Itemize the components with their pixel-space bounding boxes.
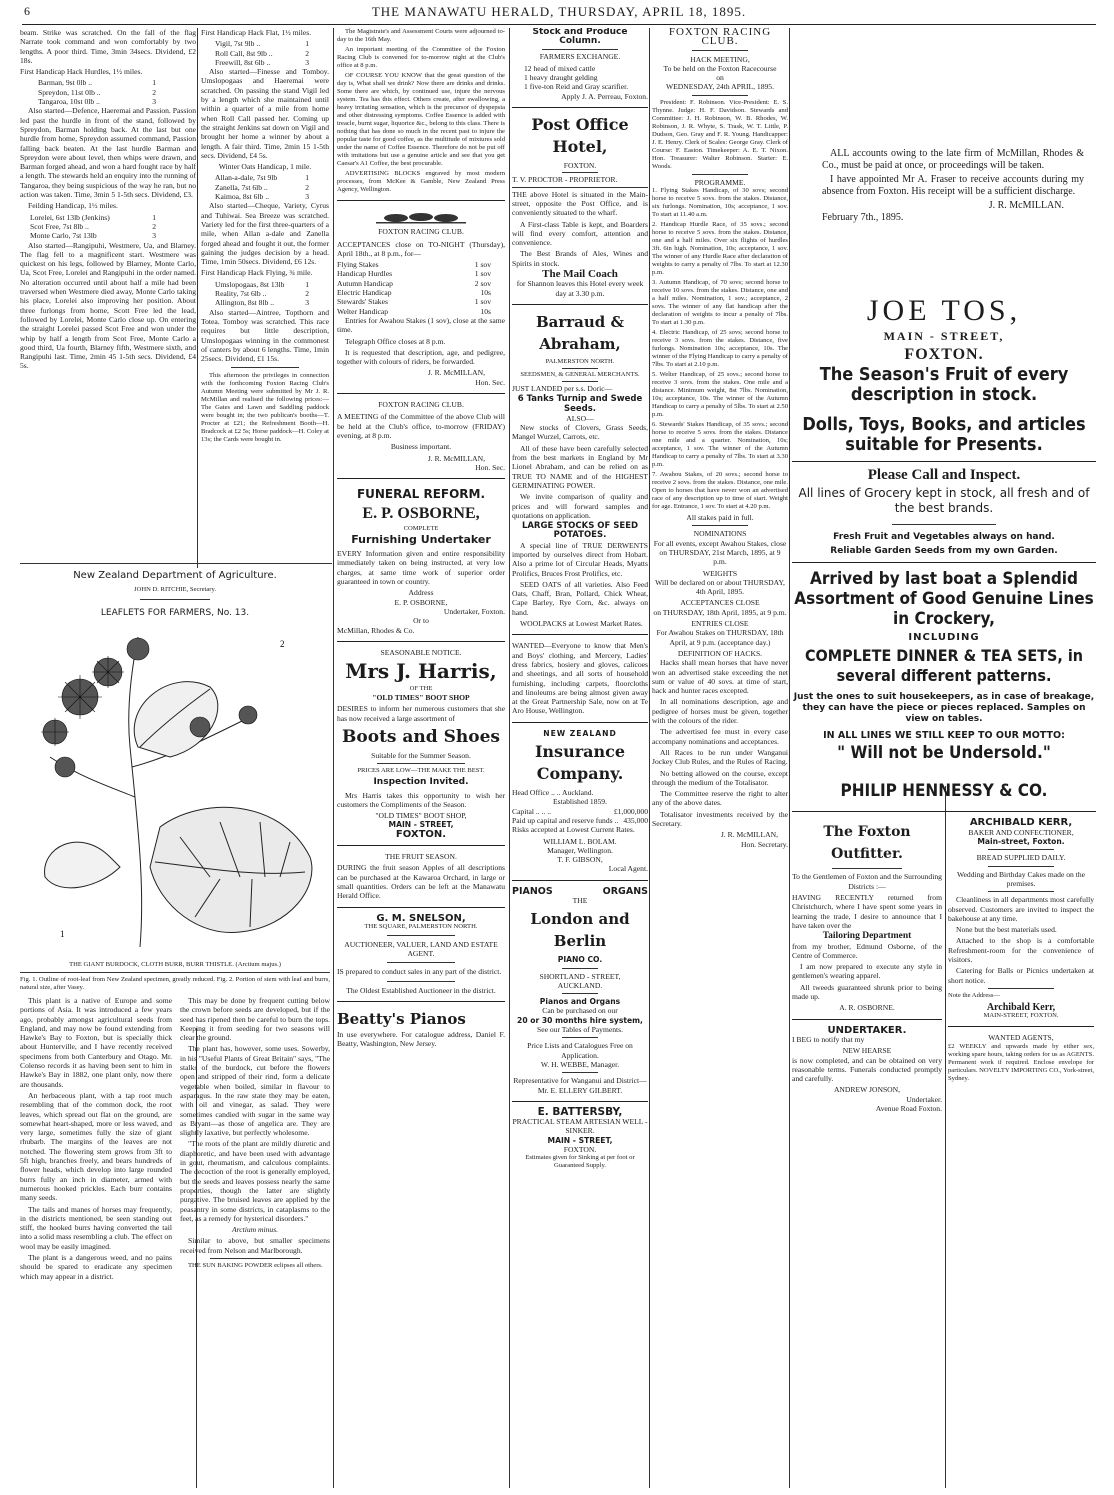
acceptance-item: Welter Handicap 10s	[337, 306, 491, 316]
osborne-signature: A. R. OSBORNE.	[839, 1003, 895, 1013]
apply-note: Apply J. A. Perreau, Foxton.	[561, 91, 648, 101]
leaflet-title: LEAFLETS FOR FARMERS, No. 13.	[100, 608, 250, 618]
flying-title: First Handicap Hack Flying, ¾ mile.	[201, 268, 313, 278]
race-entry: Freewill, 8st 6lb .. 3	[215, 57, 309, 67]
programme-list	[652, 187, 788, 511]
bread-daily: BREAD SUPPLIED DAILY.	[976, 853, 1066, 863]
insurance-company: Insurance Company.	[534, 742, 626, 784]
old-times-shop: "OLD TIMES" BOOT SHOP	[372, 693, 470, 703]
hurdles-entries	[20, 78, 196, 106]
telegraph-note: Telegraph Office closes at 8 p.m.	[345, 336, 446, 346]
meeting-notice: A MEETING of the Committee of the above Club will be held at the Club's office, to-morrow (FRIDAY) evening, at 8 p.m.	[337, 412, 505, 440]
hotel-town: FOXTON.	[563, 161, 597, 171]
harris-name: Mrs J. Harris,	[345, 659, 497, 684]
appointed-body: I have appointed Mr A. Fraser to receive accounts during my absence from Foxton. His receipt will be a sufficient discharge.	[822, 174, 1084, 197]
london-berlin: London and Berlin	[530, 910, 630, 951]
bottom-ads	[792, 818, 1096, 1113]
signature: J. R. McMILLAN,	[720, 830, 778, 840]
sales-note: IS prepared to conduct sales in any part of the district.	[337, 967, 502, 977]
barraud-address: PALMERSTON NORTH.	[545, 357, 615, 365]
the-label: THE	[572, 896, 588, 905]
catering-note: Catering for Balls or Picnics undertaken at short notice.	[948, 966, 1094, 985]
artesian-well: PRACTICAL STEAM ARTESIAN WELL - SINKER.	[512, 1117, 648, 1136]
woolpacks: WOOLPACKS at Lowest Market Rates.	[520, 619, 643, 629]
mail-body: for Shannon leaves this Hotel every week day at 3.30 p.m.	[516, 279, 644, 298]
post-office-hotel: Post Office Hotel,	[531, 115, 629, 157]
hotel-proprietor: T. V. PROCTOR - PROPRIETOR.	[512, 175, 618, 185]
burdock-paragraph: This plant is a native of Europe and some portions of Asia. It was introduced a few years ago, probably amongst agricultural seeds from England, and may now be found extending from Hawke's Bay to Foxton, but is specially thick about Hunterville, and I have recently received specimens from both Canterbury and Otago. Mr. Colenso records it as having been sent to him in Hawke's Bay in 1882, one plant only, now there are thousands.	[20, 996, 172, 1089]
hack-meeting: HACK MEETING,	[690, 54, 750, 64]
weekly-note: £2 WEEKLY and upwards made by either sex, working spare hours, taking orders for us as AGENTS. Permanent work if required. Enclose envelope for particulars. NOVELTY IMPORTING CO., York-street, Sydney.	[948, 1042, 1094, 1082]
osborne-name: E. P. OSBORNE,	[362, 505, 480, 523]
nz-label: NEW ZEALAND	[543, 728, 617, 738]
flying-entries	[201, 280, 329, 308]
signature-title: Hon. Secretary.	[741, 839, 788, 849]
harris-thanks: Mrs Harris takes this opportunity to wish her customers the Compliments of the Season.	[337, 790, 505, 809]
acceptances-heading: ACCEPTANCES CLOSE	[680, 598, 760, 608]
burdock-text	[20, 996, 330, 1283]
auckland: AUCKLAND.	[557, 980, 603, 990]
section-rule	[20, 563, 332, 564]
beatty-ad	[337, 1008, 505, 1030]
race-results-left	[20, 28, 196, 558]
battersby-street: MAIN - STREET,	[547, 1135, 613, 1145]
meeting-date: WEDNESDAY, 24th APRIL, 1895.	[665, 82, 774, 92]
burdock-paragraph: The plant has, however, some uses. Sowerby, in his "Useful Plants of Great Britain" says, "The stalks of the burdock, cut before the flowers open and stripped of their rind, form a delicate vegetable when boiled, similar in flavour to asparagus. In the raw state they may be eaten, with oil and vinegar, as salad. They were sometimes candied with sugar in the same way as Bryant—as those of angelica are. They are slightly laxative, but perfectly wholesome.	[180, 1044, 330, 1138]
notify-note: I BEG to notify that my	[792, 1034, 865, 1044]
please-call: Please Call and Inspect.	[867, 467, 1021, 484]
news-paragraph: An important meeting of the Committee of the Foxton Racing Club is convened for to-morrow night at the Club's office at 8 p.m.	[337, 46, 505, 69]
seasons-fruit: The Season's Fruit of every description in stock.	[819, 364, 1069, 406]
masthead	[22, 4, 1096, 25]
programme-item: 2. Handicap Hurdle Race, of 35 sovs.; second horse to receive 5 sovs. from the stakes. Distance, one and a half miles. Over six flights of hurdles 3ft. 6in high. Nomination, 10s; acceptance, 1 sov. The winner of any Hurdle Race after declaration of weights to carry a penalty of 7lbs. To start at 12.30 p.m.	[652, 221, 788, 277]
column-3	[337, 28, 505, 1488]
acceptances-notice: ACCEPTANCES close on TO-NIGHT (Thursday), April 18th., at 8 p.m., for—	[337, 239, 505, 258]
farmers-exchange: FARMERS EXCHANGE.	[539, 51, 621, 61]
coffee-paragraph: OF COURSE YOU KNOW that the great question of the day is, What shall we drink? Now there are drinks and drinks. Some there are which, by continued use, injure the nervous system. Tea has this effect. Others create, after swallowing, a heavy irritating sensation, which is the precursor of dyspepsia and other distressing symptoms. Coffee Essence is added with treacle, burnt sugar, liquorice &c., belong to this class. There is nothing that has done so much in the recent past to injure the popular taste for good coffee, as the multitude of mixtures sold under the name of Coffee Essence. Therefore do not be put off with imitations but use a genuine article and see that you get Caesar's A1 Coffee, the best procurable.	[337, 72, 505, 167]
seedsmen-label: SEEDSMEN, & GENERAL MERCHANTS.	[520, 370, 640, 378]
address-label: Address	[408, 588, 434, 598]
column-rule	[509, 28, 510, 1488]
seeds-body: All of these have been carefully selected from the best markets in England by Mr Lionel Abraham, and can be relied on as TRUE TO NAME and of the HIGHEST GERMINATING POWER.	[512, 443, 648, 490]
officers-list: President: F. Robinson. Vice-President: E. S. Thynne. Judge: H. F. Davidson. Stewards and Committee: J. H. Robinson, W. B. Rhodes, W. Robinson, J. R. Whyte, S. Trask, W. T. Little, P. Dudson, Geo. Gray and F. R. Young. Handicapper: J. E. Henry. Clerk of Scales: George Gray. Clerk of Course: F. Easton. Timekeeper: A. E. T. Nixon. Hon. Treasurer: Walter Robinson. Starter: E. Woods.	[652, 98, 788, 170]
having-returned: HAVING RECENTLY returned from Christchurch, where I have spent some years in learning the trade, I desire to announce that I have taken over the	[792, 893, 942, 930]
piano-co: PIANO CO.	[557, 955, 603, 965]
gilbert-name: Mr. E. ELLERY GILBERT.	[537, 1085, 623, 1095]
furnishing-undertaker: Furnishing Undertaker	[351, 533, 491, 547]
racing-vignette	[337, 207, 505, 227]
fresh-fruit: Fresh Fruit and Vegetables always on hand.	[833, 532, 1055, 543]
harris-body: DESIRES to inform her numerous customers that she has now received a large assortment of	[337, 704, 505, 723]
refreshment-note: Attached to the shop is a comfortable Refreshment-room for the convenience of visitors.	[948, 936, 1094, 965]
column-6	[792, 28, 1096, 1488]
outfitter-column	[792, 818, 942, 1113]
tailoring-dept: Tailoring Department	[822, 931, 912, 942]
crockery-arrived: Arrived by last boat a Splendid Assortment of Good Genuine Lines in Crockery,	[794, 568, 1094, 629]
stock-item: 1 heavy draught gelding	[524, 73, 598, 83]
joe-tos-town: FOXTON.	[904, 346, 984, 364]
column-rule	[197, 28, 198, 568]
race-intro: beam. Strike was scratched. On the fall of the flag Narrate took command and won comfortably by two lengths. A poor third. Time, 3min 34secs. Dividend, £2 18s.	[20, 28, 196, 65]
gentlemen-note: To the Gentlemen of Foxton and the Surrounding Districts :—	[792, 872, 942, 891]
gibson-title: Local Agent.	[608, 864, 648, 874]
grocery-lines: All lines of Grocery kept in stock, all fresh and of the best brands.	[798, 486, 1090, 516]
rules-paragraph: No betting allowed on the course, except through the medium of the Totalisator.	[652, 768, 788, 787]
flying-report: Also started—Aintree, Topthorn and Totea. Tomboy was scratched. This race requires but little description, Umslopogaas winning in the commonest of canters by about 6 lengths. Time, 1min 25secs. Dividend, £1 15s.	[201, 307, 329, 364]
shop-street: MAIN - STREET,	[388, 820, 454, 830]
special-line: A special line of TRUE DERWENTS imported by ourselves direct from Hobart. Also a prime lot of Circular Heads, Myatts Prolifics, Bruces Frost Prolifics, etc.	[512, 540, 648, 578]
hotel-body: A First-class Table is kept, and Boarders will find every comfort, attention and convenience.	[512, 219, 648, 248]
column-rule	[333, 28, 334, 1488]
stock-title: Stock and Produce Column.	[532, 28, 628, 47]
materials-note: None but the best materials used.	[956, 925, 1057, 935]
garden-seeds: Reliable Garden Seeds from my own Garden.	[830, 545, 1058, 556]
dept-title: New Zealand Department of Agriculture.	[73, 570, 277, 581]
hearse-body: is now completed, and can be obtained on very reasonable terms. Funerals conducted promptly and carefully.	[792, 1055, 942, 1084]
fruit-title: THE FRUIT SEASON.	[385, 852, 457, 862]
programme-item: 5. Welter Handicap, of 25 sovs.; second horse to receive 3 sovs. from the stakes. One mile and a distance. Minimum weight, 8st 7lbs. Nomination, 10s; acceptance, 10s. The winner of the Autumn Handicap to carry a penalty of 5lbs. To start at 2.50 p.m.	[652, 371, 788, 419]
auctioneer-title: AUCTIONEER, VALUER, LAND AND ESTATE AGENT.	[344, 939, 498, 959]
including-label: INCLUDING	[908, 631, 980, 643]
joe-tos-ad	[792, 294, 1096, 801]
definition-body: Hacks shall mean horses that have never won an advertised stake exceeding the net sum or value of 40 sovs. at time of start, hack and hunter races excepted.	[652, 658, 788, 696]
nominations-heading: NOMINATIONS	[693, 529, 747, 539]
racehorses-icon	[371, 207, 471, 225]
funeral-body: EVERY Information given and entire responsibility immediately taken on being instructed, at very low charges, at same time work of superior order guaranteed in town or country.	[337, 549, 505, 587]
awahou-note: Entries for Awahou Stakes (1 sov), close at the same time.	[337, 315, 505, 335]
seeds-body: New stocks of Clovers, Grass Seeds, Mangel Wurzel, Carrots, etc.	[512, 423, 648, 442]
tables-note: See our Tables of Payments.	[536, 1025, 623, 1035]
accounts-body: ALL accounts owing to the late firm of McMillan, Rhodes & Co., must be paid at once, or proceedings will be taken.	[822, 148, 1084, 171]
jonson-address: Avenue Road Foxton.	[875, 1104, 942, 1114]
notice-date: February 7th., 1895.	[822, 212, 904, 223]
burdock-illustration	[20, 627, 330, 957]
race-entry: Scot Free, 7st 8lb .. 2	[30, 221, 156, 231]
programme-item: 6. Stewards' Stakes Handicap, of 35 sovs.; second horse to receive 5 sovs. from the stakes. Distance one mile and a quarter. Nomination, 10s; acceptance, 1 sov. The winner of the Autumn Handicap to carry a penalty of 7lbs. To start at 3.30 p.m.	[652, 421, 788, 469]
weights-heading: WEIGHTS	[702, 568, 738, 578]
purchased-note: Can be purchased on our	[542, 1006, 618, 1016]
nominations-body: For all events, except Awahou Stakes, close on THURSDAY, 21st March, 1895, at 9 p.m.	[653, 538, 787, 567]
signature: J. R. McMILLAN.	[988, 200, 1064, 211]
address-line: E. P. OSBORNE,	[394, 597, 448, 607]
burdock-engraving	[20, 627, 330, 957]
housekeepers-note: Just the ones to suit housekeepers, as in case of breakage, they can have the piece or pieces replaced. Samples on view on tables.	[793, 692, 1095, 725]
stock-list	[512, 64, 648, 92]
acceptances-date: on THURSDAY, 18th April, 1895, at 9 p.m.	[653, 607, 787, 617]
news-paragraph: The Magistrate's and Assessment Courts were adjourned to-day to the 16th May.	[337, 28, 505, 43]
bolam-name: WILLIAM L. BOLAM.	[543, 836, 617, 846]
complete-label: COMPLETE	[403, 525, 439, 533]
held-at: To be held on the Foxton Racecourse	[663, 63, 777, 73]
representative: Representative for Wanganui and District—	[513, 1076, 647, 1086]
prices-note: PRICES ARE LOW—THE MAKE THE BEST.	[357, 767, 485, 775]
also-label: ALSO—	[566, 413, 594, 423]
sun-baking-ad: THE SUN BAKING POWDER eclipses all others.	[188, 1262, 323, 1270]
address-line: Or to	[413, 616, 429, 626]
jonson-title: Undertaker.	[906, 1094, 942, 1104]
rules-paragraph: The advertised fee must in every case accompany nominations and acceptances.	[652, 727, 788, 746]
hennessy-name: PHILIP HENNESSY & CO.	[840, 781, 1048, 802]
jonson-name: ANDREW JONSON,	[833, 1085, 901, 1095]
burdock-paragraph: "The roots of the plant are mildly diuretic and diaphoretic, and have been used with advantage in gout, rheumatism, and calculous complaints. The decoction of the root is generally employed, but the seeds and leaves possess nearly the same properties, though the latter are slightly purgative. The bruised leaves are applied by the peasantry in some districts, in cataplasms to the feet, as a remedy for hysterical disorders."	[180, 1139, 330, 1223]
dinner-sets: COMPLETE DINNER & TEA SETS, in several different patterns.	[804, 646, 1084, 686]
wanted-notice: WANTED—Everyone to know that Men's and Boys' clothing, and Mercery, Ladies' dress fabrics, hosiery and gloves, calicoes and sheetings, and all sorts of household furnishing, including carpets, floorcloths and linoleums are being almost given away at the Great Partnership Sale, now on at Te Aro House, Wellington.	[512, 641, 648, 716]
paid-row: Paid up capital and reserve funds .. 435,000	[512, 815, 648, 825]
stock-item: 1 five-ton Reid and Gray scarifier.	[524, 82, 629, 92]
arctium-minus-heading: Arctium minus.	[231, 1225, 279, 1235]
on-label: on	[716, 73, 724, 83]
tweeds-note: All tweeds guaranteed shrunk prior to being made up.	[792, 982, 942, 1002]
webbe-manager: W. H. WEBBE, Manager.	[540, 1059, 620, 1069]
acceptance-item: Autumn Handicap 2 sov	[337, 278, 491, 288]
figure-note: Fig. 1. Outline of root-leaf from New Zealand specimen, greatly reduced. Fig. 2. Portion of stem with leaf and burrs, natural size, after Vasey.	[20, 976, 330, 991]
race-entry: Vigil, 7st 9lb .. 1	[215, 39, 309, 49]
fielding-report: Also started—Rangipuhi, Westmere, Ua, and Blarney. The flag fell to a magnificent start. Westmere was quickest on his legs, followed by Blarney, Monte Carlo, Ua, Scot Free, Lorelei and Rangipuhi in the order named. No alteration occurred until about half a mile had been traversed when Westmere died away, Monte Carlo taking his place, Lorelei also improving her position. About three furlongs from home, Scott Free led the lead, followed by Lorelei, Monte Carlo close up. On entering the straight Lorelei passed Scot Free and won under the whip by half a length from Scot Free, Monte Carlo a good third, Ua fourth, Blarney fifth, Westmere sixth, and Rangipuhi last. Time, 2min 45 1-5th secs. Dividend, £4 5s.	[20, 240, 196, 371]
mail-coach: The Mail Coach	[542, 268, 618, 281]
racing-club-title: FOXTON RACING CLUB.	[378, 227, 464, 237]
hotel-body: THE above Hotel is situated in the Main-street, opposite the Post Office, and is conveniently situated to the wharf.	[512, 189, 648, 218]
burdock-paragraph: The tails and manes of horses may frequently, in the districts mentioned, be seen standing out stiff, the hooked burrs having converted the tail into a solid mass resembling a club. The effect on wool may be easily imagined.	[20, 1204, 172, 1251]
masthead-title: THE MANAWATU HERALD, THURSDAY, APRIL 18, 1895.	[371, 4, 747, 19]
acceptances-list	[337, 260, 505, 316]
dolls-toys: Dolls, Toys, Books, and articles suitable for Presents.	[802, 414, 1086, 456]
race-entry: Roll Call, 8st 9lb .. 2	[215, 48, 309, 58]
fielding-entries	[20, 213, 196, 241]
seed-oats: SEED OATS of all varieties. Also Feed Oats, Chaff, Bran, Pollard, Chick Wheat, Cape Barley, Rye Corn, &c. always on hand.	[512, 579, 648, 617]
dept-secretary: JOHN D. RITCHIE, Secretary.	[134, 586, 216, 593]
address-line: Undertaker, Foxton.	[443, 606, 505, 616]
race-entry: Allan-a-dale, 7st 9lb 1	[215, 173, 309, 183]
burdock-paragraph: The plant is a dangerous weed, and no pains should be spared to eradicate any specimen which may appear in a district.	[20, 1253, 172, 1281]
figure-number-1: 1	[60, 929, 65, 939]
race-entry: Kaimoa, 8st 6lb .. 3	[215, 192, 309, 202]
rules-paragraph: Totalisator investments received by the Secretary.	[652, 809, 788, 828]
inspection-invited: Inspection Invited.	[373, 777, 469, 788]
column-rule	[649, 28, 650, 1488]
flat-entries	[201, 39, 329, 67]
joe-tos-title: JOE TOS,	[866, 294, 1022, 327]
winter-report: Also started—Cheque, Variety, Cyrus and Tuhiwai. Sea Breeze was scratched. Variety led for the first three-quarters of a mile, when Allan a-dale and Zanella forged ahead and fought it out, the former gaining the judges decision by a head. Time, 1min 50secs. Dividend, £6 12s.	[201, 201, 329, 267]
race-entry: Spreydon, 11st 0lb .. 2	[38, 87, 156, 97]
winter-title: Winter Oats Handicap, 1 mile.	[218, 162, 312, 172]
rules-paragraph: The Committee reserve the right to alter any of the above dates.	[652, 789, 788, 808]
rules-paragraph: All Races to be run under Wanganui Jockey Club Rules, and the Rules of Racing.	[652, 747, 788, 767]
racing-club-title: FOXTON RACING CLUB.	[378, 400, 464, 410]
battersby-name: E. BATTERSBY,	[537, 1105, 623, 1118]
acceptance-item: Handicap Hurdles 1 sov	[337, 269, 491, 279]
race-entry: Lorelei, 6st 13lb (Jenkins) 1	[30, 212, 156, 222]
shop-town: FOXTON.	[395, 828, 447, 840]
funeral-title: FUNERAL REFORM.	[356, 487, 486, 502]
burdock-paragraph: Similar to above, but smaller specimens received from Nelson and Marlborough.	[180, 1236, 330, 1255]
estimates-note: Estimates given for Sinking at per foot or Guaranteed Supply.	[525, 1154, 635, 1170]
oldest-note: The Oldest Established Auctioneer in the district.	[346, 985, 496, 995]
programme-item: 7. Awahou Stakes, of 20 sovs.; second horse to receive 2 sovs. from the stakes. Distance, one mile. Open to horses that have never won an advertised race of any description up to time of start. Weight for age. Entrance, 1 sov. To start at 4.20 p.m.	[652, 471, 788, 511]
landed-note: JUST LANDED per s.s. Doric—	[512, 383, 613, 393]
programme-item: 4. Electric Handicap, of 25 sovs; second horse to receive 3 sovs. from the stakes. Distance, five furlongs. Nomination 10s; acceptance, 10s. The winner of the Flying Handicap to carry a penalty of 7lbs. To start at 2.10 p.m.	[652, 329, 788, 369]
flat-report: Also started—Finesse and Tomboy. Umslopogaas and Haeremai were scratched. On passing the stand Vigil led by a length which she maintained until within a quarter of a mile from home when Roll Call passed her. Coming up the straight Jenkins sat down on Vigil and brought her home a winner by about a length. A fair third. Time, 2min 15 1-5th secs. Dividend, £4 5s.	[201, 67, 329, 160]
kerr-street: Main-street, Foxton.	[977, 837, 1065, 847]
race-entry: Barman, 9st 0lb .. 1	[38, 78, 156, 88]
kerr-name-2: Archibald Kerr,	[986, 1001, 1056, 1013]
beatty-body: In use everywhere. For catalogue address, Daniel F. Beatty, Washington, New Jersey.	[337, 1030, 505, 1049]
signature: J. R. McMILLAN,	[427, 453, 485, 463]
race-entry: Reality, 7st 6lb .. 2	[215, 289, 309, 299]
address-line: McMillan, Rhodes & Co.	[337, 625, 415, 635]
kerr-address: MAIN-STREET, FOXTON.	[983, 1012, 1059, 1020]
baker-label: BAKER AND CONFECTIONER,	[968, 827, 1074, 837]
entries-heading: ENTRIES CLOSE	[691, 619, 749, 629]
accounts-notice	[792, 28, 1096, 224]
head-office: Head Office .. .. Auckland.	[512, 788, 594, 798]
blocks-paragraph: ADVERTISING BLOCKS engraved by most modern processes, from McKee & Gamble, New Zealand Press Agency, Wellington.	[337, 170, 505, 193]
figure-caption: THE GIANT BURDOCK, CLOTH BURR, BURR THISTLE. (Arctium majus.)	[69, 961, 281, 968]
tanks-heading: 6 Tanks Turnip and Swede Seeds.	[517, 394, 643, 414]
programme-item: 1. Flying Stakes Handicap, of 30 sovs; second horse to receive 5 sovs. from the stakes. Distance, six furlongs. Nomination, 10s; acceptance, 1 sov. To start at 11.40 a.m.	[652, 187, 788, 219]
figure-number-2: 2	[280, 639, 285, 649]
fielding-title: Feilding Handicap, 1½ miles.	[28, 201, 118, 211]
bolam-title: Manager, Wellington.	[547, 845, 613, 855]
price-lists: Price Lists and Catalogues Free on Application.	[527, 1041, 633, 1060]
race-entry: Zanella, 7st 6lb .. 2	[215, 182, 309, 192]
acceptance-item: Stewards' Stakes 1 sov	[337, 297, 491, 307]
cakes-note: Wedding and Birthday Cakes made on the premises.	[956, 869, 1086, 888]
hire-terms: 20 or 30 months hire system,	[517, 1015, 643, 1025]
foxton-racing-club: FOXTON RACING CLUB.	[668, 28, 772, 48]
kerr-column	[948, 818, 1094, 1113]
boots-and-shoes: Boots and Shoes	[342, 726, 500, 747]
invite-note: We invite comparison of quality and prices and will forward samples and quotations on application.	[512, 492, 648, 520]
wanted-agents: WANTED AGENTS,	[988, 1033, 1054, 1043]
signature: J. R. McMILLAN,	[427, 368, 485, 378]
agriculture-leaflet	[20, 568, 330, 1486]
established: Established 1859.	[553, 797, 607, 807]
race-entry: Allington, 8st 8lb .. 3	[215, 298, 309, 308]
acceptance-item: Flying Stakes 1 sov	[337, 260, 491, 270]
joe-tos-street: MAIN - STREET,	[883, 329, 1005, 343]
stock-item: 12 head of mixed cattle	[524, 63, 596, 73]
stakes-note: All stakes paid in full.	[686, 513, 754, 523]
seasonable-notice: SEASONABLE NOTICE.	[380, 647, 462, 657]
shop-address: "OLD TIMES" BOOT SHOP,	[375, 811, 467, 821]
race-entry: Tangaroa, 10st 0lb .. 3	[38, 97, 156, 107]
rules-paragraph: In all nominations description, age and pedigree of horses must be given, together with the colours of the rider.	[652, 697, 788, 726]
race-entry: Umslopogaas, 8st 13lb 1	[215, 279, 309, 289]
new-hearse: NEW HEARSE	[842, 1046, 892, 1056]
column-5	[652, 28, 788, 1488]
entries-body: For Awahou Stakes on THURSDAY, 18th April, at 9 p.m. (acceptance day.)	[656, 628, 784, 647]
snelson-address: THE SQUARE, PALMERSTON NORTH.	[364, 922, 478, 930]
signature-title: Hon. Sec.	[475, 462, 505, 472]
shortland-street: SHORTLAND - STREET,	[539, 971, 621, 981]
hurdles-title: First Handicap Hack Hurdles, 1½ miles.	[20, 67, 143, 77]
hotel-body: The Best Brands of Ales, Wines and Spirits in stock.	[512, 249, 648, 268]
burdock-paragraph: An herbaceous plant, with a tap root much resembling that of the common dock, the root leaves, which spread out flat on the ground, are somewhat heart-shaped, more or less waved, and very large, sometimes fully the size of giant rhubarb. The margins of the leaves are not notched. The flowering stem grows from 3ft to 5ft high, branches freely, and bears hundreds of flower heads, which develop into large rounded burrs fully an inch in diameter, armed with numerous hooked prickles. Each burr contains many seeds.	[20, 1090, 172, 1203]
column-4	[512, 28, 648, 1488]
clean-note: Cleanliness in all departments most carefully observed. Customers are invited to inspect the bakehouse at any time.	[948, 895, 1094, 923]
programme-heading: PROGRAMME.	[694, 177, 746, 187]
of-the-label: OF THE	[409, 685, 433, 693]
battersby-town: FOXTON.	[563, 1145, 597, 1155]
snelson-name: G. M. SNELSON,	[376, 912, 466, 924]
large-stocks: LARGE STOCKS OF SEED POTATOES.	[521, 521, 639, 541]
definition-heading: DEFINITION OF HACKS.	[677, 648, 763, 658]
gibson-name: T. F. GIBSON,	[557, 855, 603, 865]
race-entry: Monte Carlo, 7st 13lb 3	[30, 231, 156, 241]
note-address: Note the Address—	[948, 991, 1001, 999]
burdock-paragraph: This may be done by frequent cutting below the crown before seeds are developed, but if the seed has ripened then be careful to burn the tops. Keeping it from seeding for two seasons will clear the ground.	[180, 996, 330, 1043]
kerr-name: ARCHIBALD KERR,	[969, 817, 1073, 829]
tailoring-body: from my brother, Edmund Osborne, of the Centre of Commerce.	[792, 941, 942, 960]
programme-item: 3. Autumn Handicap, of 70 sovs; second horse to receive 10 sovs. from the stakes. Distance, one and a half miles. Nomination, 1 sov.; acceptance, 2 sovs. The winner of any flat handicap after the declaration of weights to incur a penalty of 7lbs. To start at 1.30 p.m.	[652, 279, 788, 327]
capital-row: Capital .. .. .. £1,000,000	[512, 806, 648, 816]
burdock-text-left	[20, 996, 172, 1283]
pianos-organs-row: PIANOS ORGANS	[512, 885, 648, 897]
burdock-text-right	[180, 996, 330, 1283]
outfitter-title: The Foxton Outfitter.	[823, 824, 911, 863]
page-mark: 6	[24, 4, 31, 18]
fruit-body: DURING the fruit season Apples of all descriptions can be purchased at the Kawaroa Orchard, in large or small quantities. Orders can be left at the Manawatu Herald Office.	[337, 863, 505, 901]
pianos-organs: Pianos and Organs	[539, 997, 621, 1007]
risks-note: Risks accepted at Lowest Current Rates.	[512, 825, 635, 835]
column-rule	[789, 28, 790, 1488]
flat-title: First Handicap Hack Flat, 1½ miles.	[201, 28, 312, 37]
beatty-title: Beatty's Pianos	[337, 1010, 466, 1029]
acceptance-item: Electric Handicap 10s	[337, 288, 491, 298]
summer-note: Suitable for the Summer Season.	[371, 750, 471, 760]
undertaker-title: UNDERTAKER.	[827, 1024, 907, 1036]
prepared-note: I am now prepared to execute any style in gentlemen's wearing apparel.	[792, 962, 942, 981]
privileges-note: This afternoon the privileges in connection with the forthcoming Foxton Racing Club's Autumn Meeting were submitted by Mr J. R. McMillan and realised the following prices:—The Gates and Lawn and Saddling paddock were bought in; the two publican's booths—T. Procter at £21; the Refreshment Booth—H. Bradcock at £2 5s; Horse paddock—H. Coley at 13s; the Cards were bought in.	[201, 372, 329, 444]
business-note: Business important.	[390, 442, 452, 452]
winter-entries	[201, 173, 329, 201]
race-results-right	[201, 28, 329, 558]
requested-note: It is requested that description, age, and pedigree, together with colours of riders, be forwarded.	[337, 347, 505, 367]
barraud-name: Barraud & Abraham,	[535, 312, 625, 353]
weights-body: Will be declared on or about THURSDAY, 4th April, 1895.	[655, 577, 785, 597]
signature-title: Hon. Sec.	[475, 377, 505, 387]
undersold-motto: " Will not be Undersold."	[837, 743, 1051, 764]
hurdles-report: Also started—Defence, Haeremai and Passion. Passion led past the hurdle in front of the stand, followed by Spreydon, Barman holding back. At the last but one hurdle from home, Spreydon assumed command, Passion falling back beaten. At the last hurdle Barman and Spreydon were about level, then whips were drawn, and Barman forged ahead, and won a hard fought race by half a length. The stewards held an enquiry into the running of Tangaroa, they being suspicious of the way he ran, but no action was taken. Time, 3min 5 1-5th secs. Dividend, £3.	[20, 106, 196, 200]
motto-label: IN ALL LINES WE STILL KEEP TO OUR MOTTO:	[823, 730, 1065, 742]
